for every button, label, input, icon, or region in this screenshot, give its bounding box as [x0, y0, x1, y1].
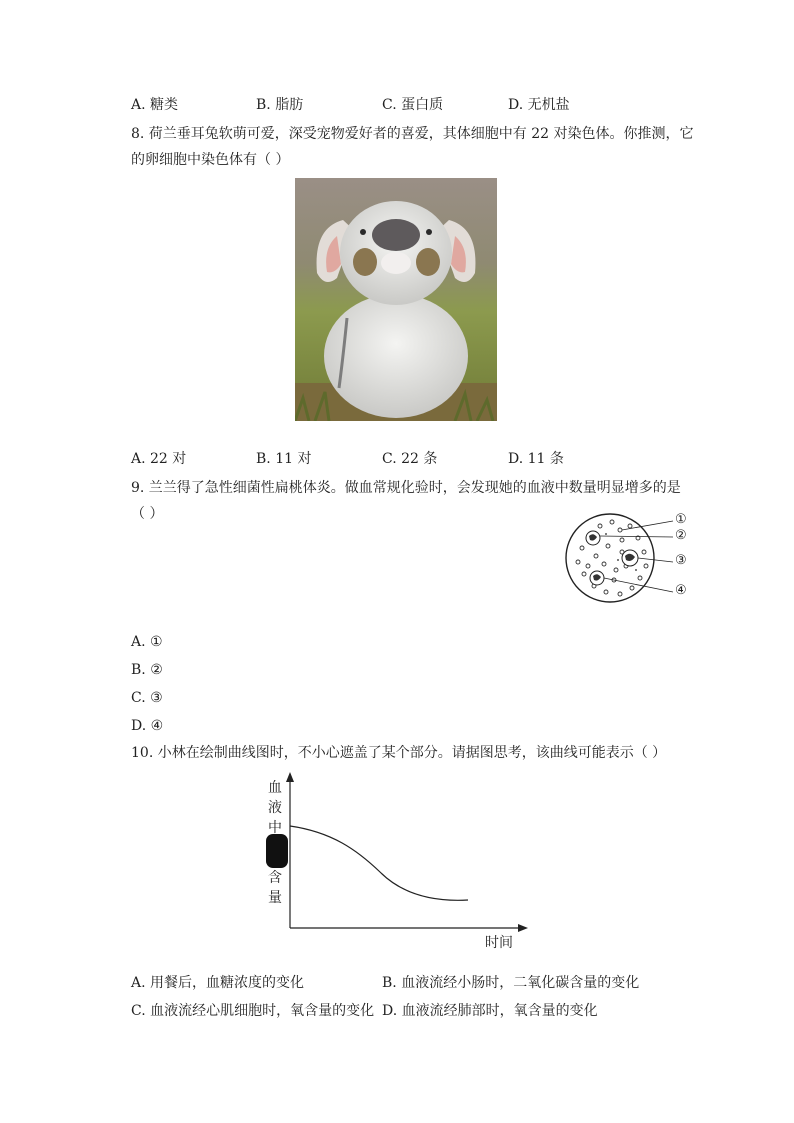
q8-option-a: A. 22 对 — [131, 451, 187, 467]
x-label: 时间 — [485, 935, 513, 951]
q7-option-c: C. 蛋白质 — [382, 97, 444, 113]
figure-label-3: ③ — [675, 553, 687, 568]
y-label-top: 血 液 中 — [268, 780, 282, 836]
q10-option-a: A. 用餐后，血糖浓度的变化 — [131, 975, 305, 991]
figure-label-2: ② — [675, 528, 687, 543]
q7-option-a: A. 糖类 — [131, 97, 179, 113]
q9-stem-line1: 9. 兰兰得了急性细菌性扁桃体炎。做血常规化验时，会发现她的血液中数量明显增多的是 — [131, 480, 681, 496]
q10-option-c: C. 血液流经心肌细胞时，氧含量的变化 — [131, 1003, 375, 1019]
figure-label-4: ④ — [675, 583, 687, 598]
q7-option-b: B. 脂肪 — [256, 97, 304, 113]
q8-option-d: D. 11 条 — [508, 451, 564, 467]
q9-option-a: A. ① — [131, 634, 163, 650]
q8-stem-line2: 的卵细胞中染色体有（ ） — [131, 152, 290, 168]
q10-stem: 10. 小林在绘制曲线图时，不小心遮盖了某个部分。请据图思考，该曲线可能表示（ ） — [131, 745, 667, 761]
q8-stem-line1: 8. 荷兰垂耳兔软萌可爱，深受宠物爱好者的喜爱，其体细胞中有 22 对染色体。你推测，它 — [131, 126, 694, 142]
q8-option-c: C. 22 条 — [382, 451, 438, 467]
figure-label-1: ① — [675, 512, 687, 527]
covered-block — [266, 834, 288, 868]
rabbit-illustration — [295, 178, 497, 421]
y-axis-arrow — [286, 772, 294, 782]
q9-option-c: C. ③ — [131, 690, 163, 706]
y-label-bottom: 含 量 — [268, 870, 282, 906]
rabbit-photo — [295, 178, 497, 421]
curve-line — [290, 826, 468, 900]
q8-option-b: B. 11 对 — [256, 451, 312, 467]
q9-stem-line2: （ ） — [131, 506, 164, 522]
blood-content-curve-figure — [262, 770, 534, 952]
q10-option-b: B. 血液流经小肠时，二氧化碳含量的变化 — [382, 975, 640, 991]
q9-option-b: B. ② — [131, 662, 163, 678]
q9-option-d: D. ④ — [131, 718, 164, 734]
blood-smear-figure — [560, 508, 700, 608]
x-axis-arrow — [518, 924, 528, 932]
q7-option-d: D. 无机盐 — [508, 97, 570, 113]
q10-option-d: D. 血液流经肺部时，氧含量的变化 — [382, 1003, 598, 1019]
